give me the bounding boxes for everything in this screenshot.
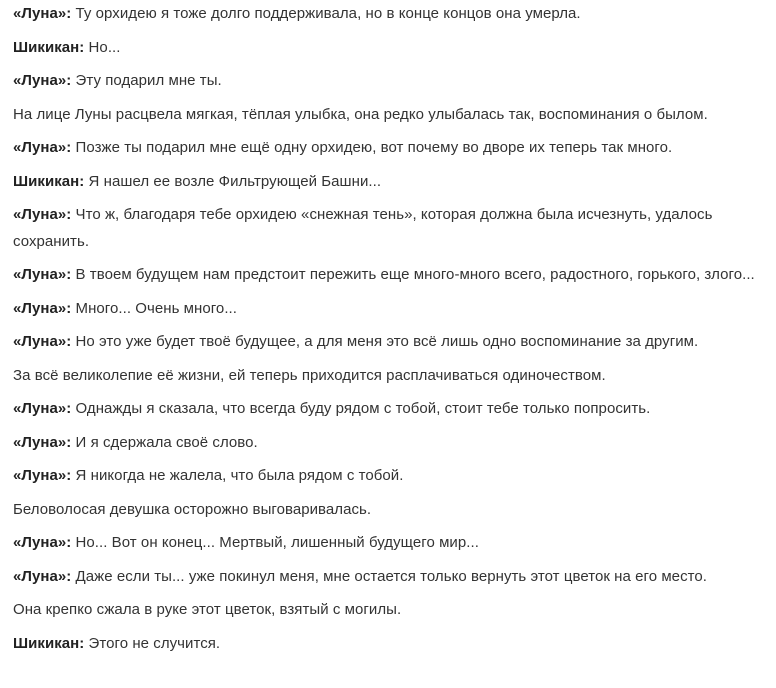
paragraph: [13, 296, 766, 323]
paragraph-text: Этого не случится.: [84, 634, 221, 652]
paragraph-text: Позже ты подарил мне ещё одну орхидею, вот почему во дворе их теперь так много.: [71, 139, 673, 156]
speaker-name: «Луна»:: [13, 333, 72, 350]
paragraph-text: Однажды я сказала, что всегда буду рядом с тобой, стоит тебе только попросить.: [71, 400, 651, 417]
paragraph-text: За всё великолепие её жизни, ей теперь приходится расплачиваться одиночеством.: [13, 366, 606, 384]
paragraph: [13, 262, 766, 289]
paragraph: [13, 169, 766, 196]
speaker-name: Шикикан:: [13, 172, 85, 190]
paragraph-text: Но... Вот он конец... Мертвый, лишенный будущего мир...: [71, 534, 479, 551]
paragraph: [13, 102, 766, 129]
paragraph-text: Ту орхидею я тоже долго поддерживала, но в конце концов она умерла.: [71, 5, 581, 22]
speaker-name: «Луна»:: [13, 139, 72, 156]
speaker-name: Шикикан:: [13, 38, 85, 56]
speaker-name: «Луна»:: [13, 5, 72, 22]
speaker-name: «Луна»:: [13, 534, 72, 551]
paragraph: [13, 35, 766, 62]
paragraph-text: Она крепко сжала в руке этот цветок, взятый с могилы.: [13, 601, 402, 618]
speaker-name: Шикикан:: [13, 634, 85, 652]
paragraph: [13, 68, 766, 95]
paragraph-text: И я сдержала своё слово.: [71, 433, 258, 451]
paragraph-text: Я никогда не жалела, что была рядом с тобой.: [71, 467, 404, 484]
paragraph: [13, 530, 766, 557]
paragraph-text: Но...: [84, 38, 121, 56]
speaker-name: «Луна»:: [13, 72, 72, 89]
paragraph-text: Даже если ты... уже покинул меня, мне остается только вернуть этот цветок на его место.: [71, 567, 707, 585]
paragraph-text: Много... Очень много...: [71, 299, 237, 317]
paragraph: [13, 497, 766, 524]
paragraph: [13, 631, 766, 658]
paragraph: [13, 430, 766, 457]
paragraph: [13, 202, 766, 255]
paragraph: [13, 564, 766, 591]
paragraph: [13, 396, 766, 423]
paragraph: [13, 1, 766, 28]
paragraph: [13, 463, 766, 490]
speaker-name: «Луна»:: [13, 299, 72, 317]
speaker-name: «Луна»:: [13, 467, 72, 484]
speaker-name: «Луна»:: [13, 567, 72, 585]
paragraph: [13, 329, 766, 356]
paragraph-text: Эту подарил мне ты.: [71, 72, 222, 89]
speaker-name: «Луна»:: [13, 266, 72, 283]
speaker-name: «Луна»:: [13, 206, 72, 223]
paragraph-text: Что ж, благодаря тебе орхидею «снежная тень», которая должна была исчезнуть, удалось сохранить.: [13, 206, 713, 250]
paragraph: [13, 135, 766, 162]
paragraph: [13, 363, 766, 390]
speaker-name: «Луна»:: [13, 433, 72, 451]
speaker-name: «Луна»:: [13, 400, 72, 417]
paragraph-text: Беловолосая девушка осторожно выговаривалась.: [13, 500, 372, 518]
paragraph-text: В твоем будущем нам предстоит пережить еще много-много всего, радостного, горького, злого...: [71, 266, 755, 283]
paragraph-text: Я нашел ее возле Фильтрующей Башни...: [84, 172, 382, 190]
paragraph-text: Но это уже будет твоё будущее, а для меня это всё лишь одно воспоминание за другим.: [71, 333, 699, 350]
paragraph-text: На лице Луны расцвела мягкая, тёплая улыбка, она редко улыбалась так, воспоминания о былом.: [13, 105, 708, 123]
paragraph: [13, 597, 766, 624]
